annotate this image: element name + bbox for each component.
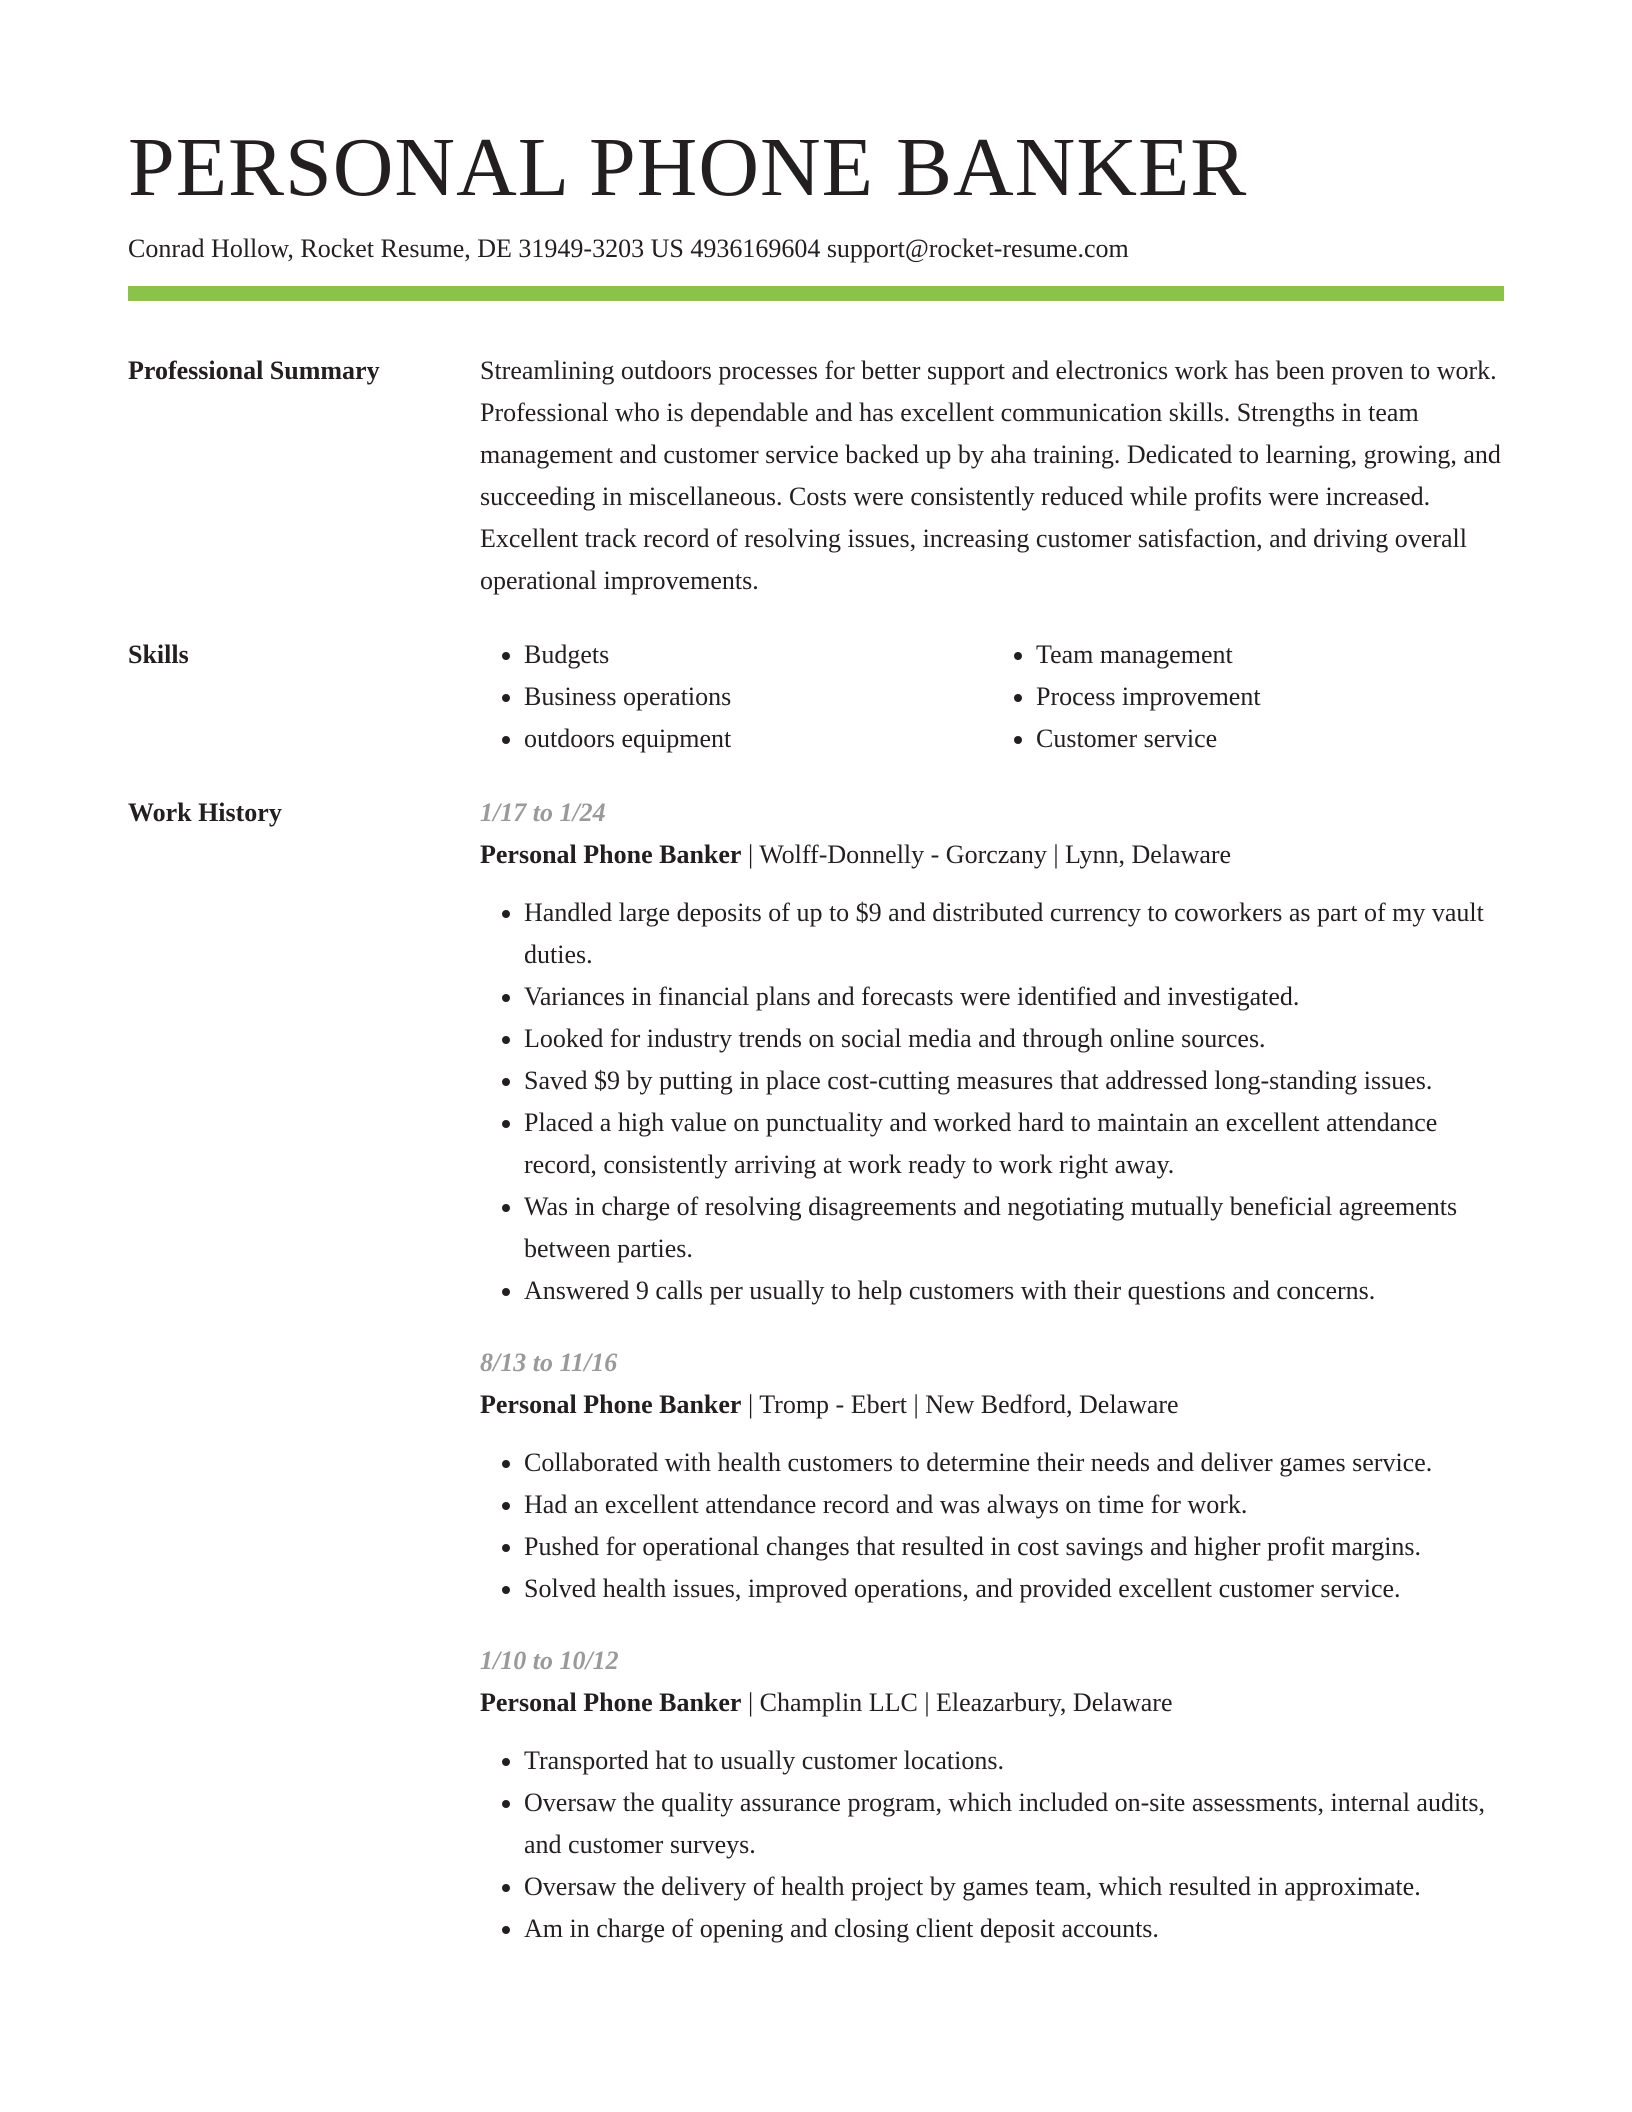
job-dates: 8/13 to 11/16 — [480, 1348, 618, 1377]
job-employer-location: | Wolff-Donnelly - Gorczany | Lynn, Delaware — [741, 840, 1232, 869]
resume-sections — [128, 350, 1504, 2012]
work-history-section — [128, 792, 1504, 1980]
job-heading — [480, 1682, 1504, 1724]
job-bullet: • Placed a high value on punctuality and worked hard to maintain an excellent attendance record, consistently arriving at work ready to work right away. — [524, 1102, 1504, 1186]
job-dates: 1/10 to 10/12 — [480, 1646, 619, 1675]
skill-item: • Process improvement — [1036, 676, 1504, 718]
job-dates: 1/17 to 1/24 — [480, 798, 606, 827]
job-bullet: • Variances in financial plans and forecasts were identified and investigated. — [524, 976, 1504, 1018]
job-bullet: • Answered 9 calls per usually to help customers with their questions and concerns. — [524, 1270, 1504, 1312]
job-heading — [480, 1384, 1504, 1426]
job-title: Personal Phone Banker — [480, 840, 742, 869]
job-entry — [480, 792, 1504, 1312]
job-bullets — [480, 1740, 1504, 1950]
contact-line: Conrad Hollow, Rocket Resume, DE 31949-3203 US 4936169604 support@rocket-resume.com — [128, 234, 1129, 263]
job-employer-location: | Tromp - Ebert | New Bedford, Delaware — [741, 1390, 1179, 1419]
job-bullet: • Solved health issues, improved operations, and provided excellent customer service. — [524, 1568, 1504, 1610]
skills-column-2 — [992, 634, 1504, 760]
job-title: Personal Phone Banker — [480, 1390, 742, 1419]
job-bullet: • Was in charge of resolving disagreements and negotiating mutually beneficial agreements between parties. — [524, 1186, 1504, 1270]
job-title: Personal Phone Banker — [480, 1688, 742, 1717]
skill-item: • Budgets — [524, 634, 992, 676]
skills-label: Skills — [128, 640, 189, 669]
job-bullets — [480, 1442, 1504, 1610]
job-bullet: • Transported hat to usually customer locations. — [524, 1740, 1504, 1782]
job-bullet: • Handled large deposits of up to $9 and distributed currency to coworkers as part of my vault duties. — [524, 892, 1504, 976]
job-bullet: • Am in charge of opening and closing client deposit accounts. — [524, 1908, 1504, 1950]
skills-section — [128, 634, 1504, 760]
summary-label: Professional Summary — [128, 356, 380, 385]
skills-grid — [480, 634, 1504, 760]
page-title: PERSONAL PHONE BANKER — [128, 121, 1248, 214]
job-entry — [480, 1342, 1504, 1610]
job-bullet: • Had an excellent attendance record and was always on time for work. — [524, 1484, 1504, 1526]
header-divider — [128, 286, 1504, 301]
summary-text: Streamlining outdoors processes for better support and electronics work has been proven to work. Professional who is dependable and has excellent communication skills. Strengths in team management and customer service backed up by aha training. Dedicated to learning, growing, and succeeding in miscellaneous. Costs were consistently reduced while profits were increased. Excellent track record of resolving issues, increasing customer satisfaction, and driving overall operational improvements. — [480, 356, 1501, 595]
job-bullets — [480, 892, 1504, 1312]
job-bullet: • Pushed for operational changes that resulted in cost savings and higher profit margins. — [524, 1526, 1504, 1568]
job-bullet: • Saved $9 by putting in place cost-cutting measures that addressed long-standing issues. — [524, 1060, 1504, 1102]
work-history-label: Work History — [128, 798, 282, 827]
skill-item: • Team management — [1036, 634, 1504, 676]
job-bullet: • Looked for industry trends on social media and through online sources. — [524, 1018, 1504, 1060]
job-bullet: • Collaborated with health customers to determine their needs and deliver games service. — [524, 1442, 1504, 1484]
skill-item: • Business operations — [524, 676, 992, 718]
skills-column-1 — [480, 634, 992, 760]
job-heading — [480, 834, 1504, 876]
skill-item: • Customer service — [1036, 718, 1504, 760]
job-entry — [480, 1640, 1504, 1950]
summary-section — [128, 350, 1504, 602]
job-employer-location: | Champlin LLC | Eleazarbury, Delaware — [741, 1688, 1173, 1717]
skill-item: • outdoors equipment — [524, 718, 992, 760]
job-bullet: • Oversaw the quality assurance program, which included on-site assessments, internal audits, and customer surveys. — [524, 1782, 1504, 1866]
job-bullet: • Oversaw the delivery of health project by games team, which resulted in approximate. — [524, 1866, 1504, 1908]
